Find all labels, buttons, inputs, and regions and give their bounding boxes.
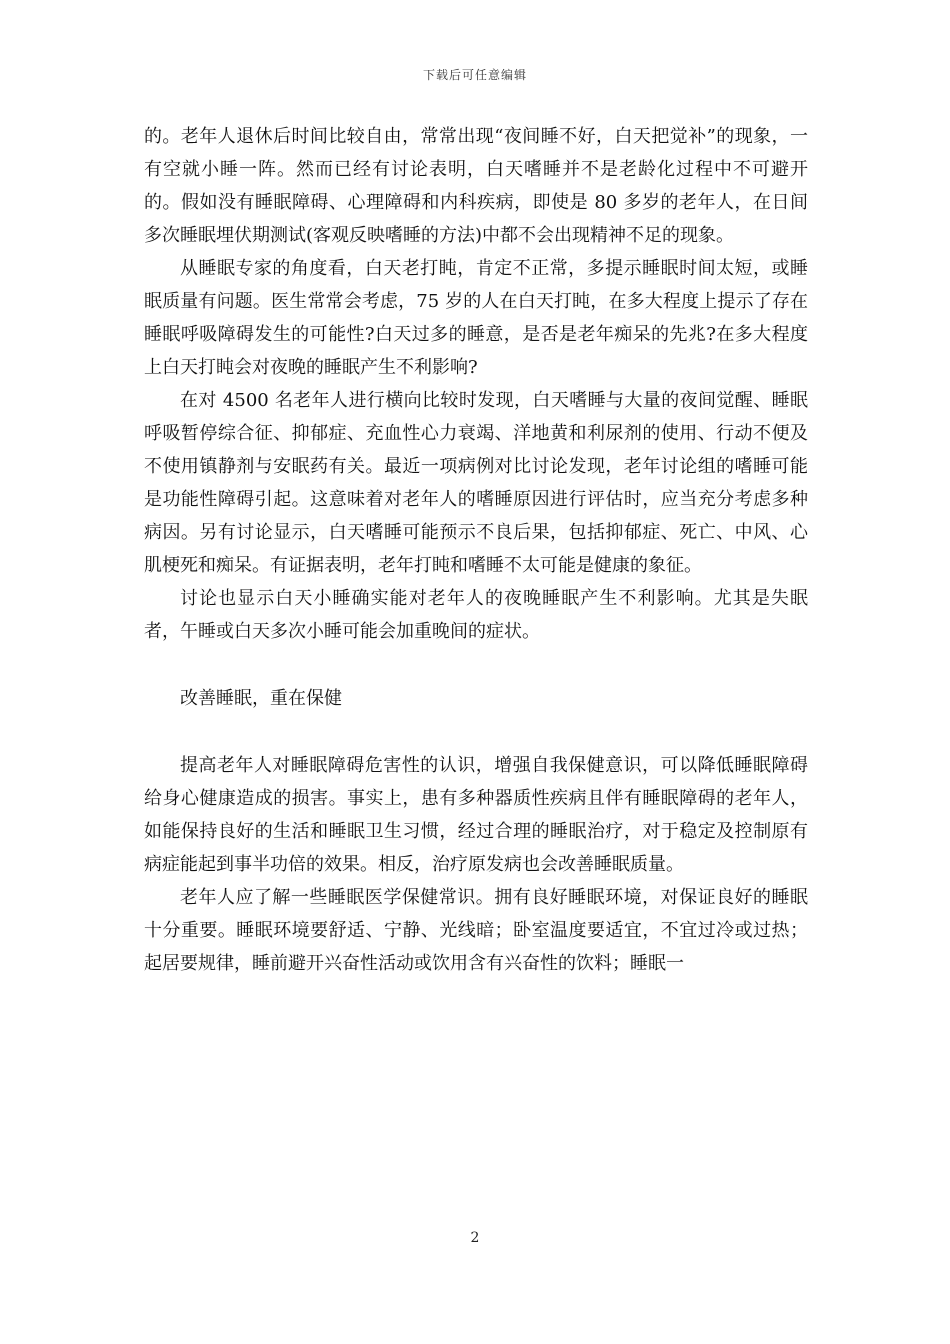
document-body [144, 120, 808, 980]
page-number: 2 [470, 1230, 480, 1246]
section-heading: 改善睡眠，重在保健 [180, 688, 342, 709]
page-header: 下载后可任意编辑 [422, 68, 527, 82]
paragraph-continuation: 的。老年人退休后时间比较自由，常常出现“夜间睡不好，白天把觉补”的现象，一有空就小睡一阵。然而已经有讨论表明，白天嗜睡并不是老龄化过程中不可避开的。假如没有睡眠障碍、心理障碍和内科疾病，即使是 80 多岁的老年人，在日间多次睡眠埋伏期测试(客观反映嗜睡的方法)中都不会出现精神不足的现象。 [144, 126, 808, 246]
paragraph: 提高老年人对睡眠障碍危害性的认识，增强自我保健意识，可以降低睡眠障碍给身心健康造成的损害。事实上，患有多种器质性疾病且伴有睡眠障碍的老年人，如能保持良好的生活和睡眠卫生习惯，经过合理的睡眠治疗，对于稳定及控制原有病症能起到事半功倍的效果。相反，治疗原发病也会改善睡眠质量。 [144, 755, 808, 875]
paragraph: 在对 4500 名老年人进行横向比较时发现，白天嗜睡与大量的夜间觉醒、睡眠呼吸暂停综合征、抑郁症、充血性心力衰竭、洋地黄和利尿剂的使用、行动不便及不使用镇静剂与安眠药有关。最近一项病例对比讨论发现，老年讨论组的嗜睡可能是功能性障碍引起。这意味着对老年人的嗜睡原因进行评估时，应当充分考虑多种病因。另有讨论显示，白天嗜睡可能预示不良后果，包括抑郁症、死亡、中风、心肌梗死和痴呆。有证据表明，老年打盹和嗜睡不太可能是健康的象征。 [144, 390, 808, 576]
paragraph: 从睡眠专家的角度看，白天老打盹，肯定不正常，多提示睡眠时间太短，或睡眠质量有问题。医生常常会考虑，75 岁的人在白天打盹，在多大程度上提示了存在睡眠呼吸障碍发生的可能性?白天过多的睡意，是否是老年痴呆的先兆?在多大程度上白天打盹会对夜晚的睡眠产生不利影响? [144, 258, 808, 378]
paragraph: 讨论也显示白天小睡确实能对老年人的夜晚睡眠产生不利影响。尤其是失眠者，午睡或白天多次小睡可能会加重晚间的症状。 [144, 588, 808, 642]
paragraph: 老年人应了解一些睡眠医学保健常识。拥有良好睡眠环境，对保证良好的睡眠十分重要。睡眠环境要舒适、宁静、光线暗；卧室温度要适宜，不宜过冷或过热；起居要规律，睡前避开兴奋性活动或饮用含有兴奋性的饮料；睡眠一 [144, 887, 808, 974]
